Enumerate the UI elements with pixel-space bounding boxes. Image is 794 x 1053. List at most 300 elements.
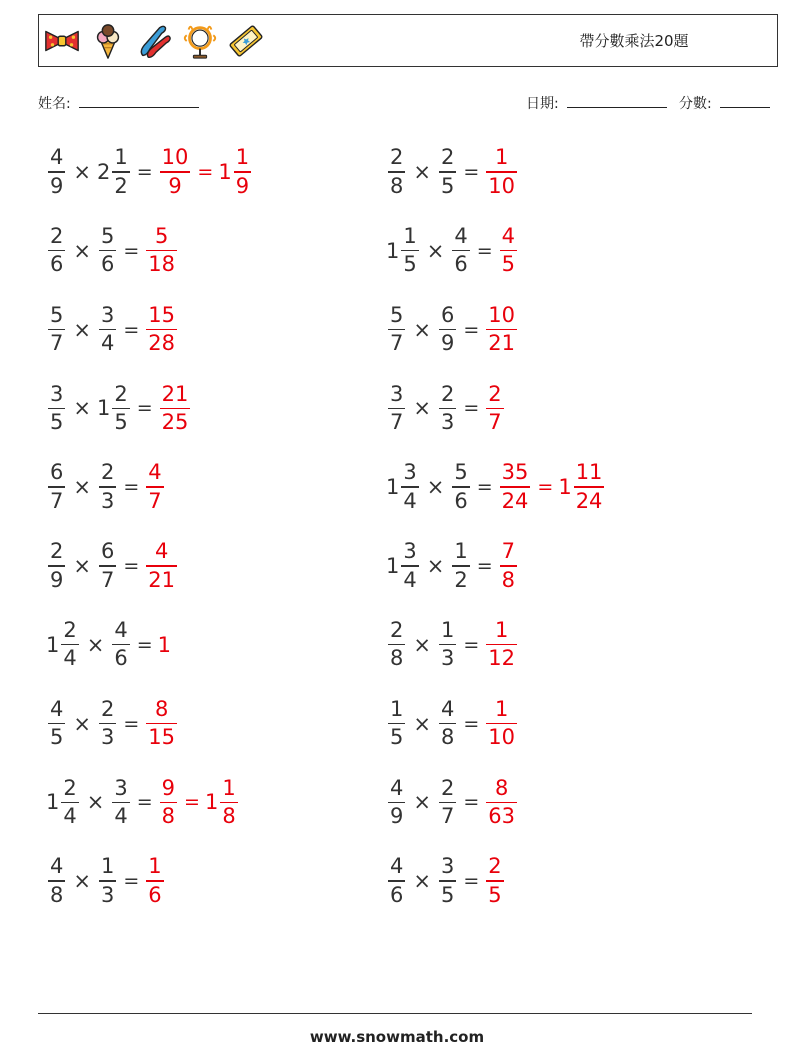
numerator: 1 (454, 539, 468, 564)
whole-number: 1 (386, 553, 400, 578)
fraction (388, 147, 405, 196)
second-factor (437, 696, 458, 750)
times-sign: × (426, 238, 445, 263)
problem-item (46, 851, 166, 911)
numerator: 2 (50, 224, 64, 249)
second-factor (450, 226, 471, 275)
fraction-bar (48, 486, 65, 487)
denominator: 3 (100, 882, 115, 907)
fraction (48, 462, 65, 511)
second-factor (437, 381, 458, 435)
fraction-bar (146, 486, 163, 487)
fraction-bar (112, 644, 129, 645)
footer-divider (38, 1013, 752, 1014)
fraction (486, 856, 503, 905)
numerator: 3 (403, 539, 417, 564)
answer (144, 856, 165, 905)
equals-sign: = (463, 397, 480, 420)
times-sign: × (73, 869, 91, 894)
fraction-bar (439, 880, 456, 881)
times-sign: × (73, 554, 91, 578)
problem-item (386, 694, 519, 754)
numerator: 5 (454, 460, 468, 485)
times-sign: × (73, 396, 91, 421)
numerator: 1 (403, 224, 417, 249)
fraction (486, 302, 517, 356)
numerator: 1 (390, 696, 404, 721)
fraction (48, 302, 65, 356)
problem-item (46, 300, 179, 360)
answer-mixed-number (204, 775, 240, 829)
fraction (99, 462, 116, 511)
fraction (48, 147, 65, 196)
equals-sign: = (123, 476, 140, 499)
fraction-bar (146, 723, 177, 724)
times-sign: × (413, 711, 431, 736)
denominator: 4 (114, 804, 128, 829)
fraction-bar (234, 171, 251, 172)
second-factor (437, 302, 458, 356)
denominator: 9 (168, 173, 182, 198)
equals-sign: = (123, 870, 140, 893)
problem-item (386, 772, 519, 832)
numerator: 2 (488, 381, 502, 406)
ice-cream-icon (89, 22, 127, 60)
fraction-bar (48, 250, 65, 251)
fraction (401, 226, 418, 275)
fraction (486, 620, 517, 669)
numerator: 2 (390, 145, 404, 170)
numerator: 4 (50, 696, 64, 721)
denominator: 5 (440, 173, 455, 198)
fraction-bar (220, 802, 237, 803)
numerator: 8 (154, 696, 169, 721)
denominator: 8 (161, 804, 176, 829)
fraction-bar (160, 802, 177, 803)
fraction-bar (439, 329, 456, 330)
answer-fraction (484, 696, 519, 750)
numerator: 4 (50, 854, 64, 879)
fraction (48, 696, 65, 750)
fraction-bar (160, 171, 191, 172)
fraction (99, 856, 116, 905)
numerator: 8 (494, 775, 509, 800)
denominator: 7 (50, 488, 64, 513)
answer (144, 541, 179, 590)
score-field[interactable] (679, 93, 770, 113)
first-factor (46, 696, 67, 750)
answer (158, 775, 240, 829)
equals-sign: = (463, 161, 480, 183)
fraction-bar (388, 171, 405, 172)
circus-fire-hoop-icon (181, 22, 219, 60)
fraction-bar (99, 565, 116, 566)
date-blank-line[interactable] (567, 93, 667, 108)
fraction (160, 775, 177, 829)
footer-url: www.snowmath.com (309, 1028, 485, 1046)
times-sign: × (86, 790, 105, 815)
denominator: 9 (50, 173, 64, 198)
denominator: 5 (403, 252, 417, 277)
numerator: 11 (575, 460, 603, 485)
fraction (99, 696, 116, 750)
fraction-bar (439, 802, 456, 803)
numerator: 1 (494, 696, 509, 721)
denominator: 4 (63, 646, 77, 671)
numerator: 4 (114, 618, 128, 643)
numerator: 1 (114, 145, 128, 170)
denominator: 10 (488, 725, 516, 750)
answer-equals-sign: = (537, 476, 554, 499)
denominator: 28 (148, 331, 176, 356)
second-factor (97, 541, 118, 590)
times-sign: × (413, 160, 431, 184)
numerator: 3 (390, 381, 404, 406)
fraction (486, 381, 503, 435)
numerator: 4 (390, 854, 404, 879)
fraction-bar (500, 250, 517, 251)
denominator: 8 (50, 882, 64, 907)
second-factor (96, 381, 132, 435)
fraction (112, 620, 129, 669)
answer (484, 381, 505, 435)
fraction-bar (99, 486, 116, 487)
numerator: 4 (501, 224, 516, 249)
first-factor (386, 147, 407, 196)
fraction (388, 302, 405, 356)
denominator: 6 (454, 252, 468, 277)
whole-number: 1 (46, 632, 60, 657)
name-blank-line[interactable] (79, 93, 199, 108)
numerator: 4 (454, 224, 468, 249)
denominator: 6 (50, 252, 64, 277)
numerator: 2 (488, 854, 502, 879)
first-factor (46, 462, 67, 511)
fraction (146, 462, 163, 511)
fraction (452, 541, 469, 590)
answer-fraction (484, 147, 519, 196)
answer-fraction (144, 541, 179, 590)
fraction (388, 696, 405, 750)
problem-item (386, 851, 506, 911)
numerator: 7 (501, 539, 516, 564)
fraction-bar (48, 565, 65, 566)
denominator: 5 (50, 725, 64, 750)
times-sign: × (86, 632, 105, 657)
denominator: 8 (501, 567, 516, 592)
fraction-bar (486, 644, 517, 645)
name-field[interactable] (38, 93, 199, 113)
numerator: 1 (100, 854, 115, 879)
answer-mixed-number (218, 147, 253, 196)
fraction-bar (48, 723, 65, 724)
fraction (439, 856, 456, 905)
fraction-bar (388, 880, 405, 881)
answer (484, 856, 505, 905)
numerator: 2 (390, 618, 404, 643)
fraction-bar (486, 408, 503, 409)
equals-sign: = (476, 476, 493, 499)
equals-sign: = (123, 239, 140, 262)
whole-number: 1 (386, 475, 400, 500)
fraction (500, 226, 517, 275)
equals-sign: = (463, 318, 480, 341)
denominator: 8 (222, 804, 236, 829)
problem-item (386, 300, 519, 360)
score-blank-line[interactable] (720, 93, 770, 108)
numerator: 35 (501, 460, 529, 485)
denominator: 7 (390, 410, 404, 435)
times-sign: × (73, 475, 91, 500)
answer-fraction (158, 775, 179, 829)
fraction (99, 541, 116, 590)
second-factor (437, 147, 458, 196)
problem-item (386, 536, 519, 596)
fraction-bar (388, 723, 405, 724)
fraction-bar (486, 329, 517, 330)
denominator: 5 (390, 725, 404, 750)
answer-fraction (484, 302, 519, 356)
first-factor (386, 775, 407, 829)
fraction (439, 696, 456, 750)
denominator: 6 (114, 646, 128, 671)
fraction (234, 147, 251, 196)
first-factor (46, 775, 81, 829)
times-sign: × (73, 317, 91, 342)
numerator: 10 (488, 302, 516, 327)
numerator: 2 (440, 775, 455, 800)
denominator: 3 (100, 488, 115, 513)
answer-equals-sign: = (197, 160, 214, 183)
answer-mixed-number (558, 462, 606, 511)
fraction-bar (439, 644, 456, 645)
fraction-bar (452, 486, 469, 487)
denominator: 4 (63, 804, 77, 829)
second-factor (437, 775, 458, 829)
denominator: 6 (148, 882, 162, 907)
fraction-bar (500, 565, 517, 566)
denominator: 7 (148, 488, 162, 513)
fraction-bar (439, 408, 456, 409)
denominator: 8 (440, 725, 455, 750)
numerator: 5 (100, 224, 115, 249)
first-factor (386, 226, 421, 275)
whole-number: 1 (218, 159, 232, 184)
numerator: 2 (100, 696, 115, 721)
first-factor (46, 541, 67, 590)
answer (144, 302, 179, 356)
fraction-bar (401, 565, 418, 566)
fraction-bar (48, 171, 65, 172)
fraction (388, 620, 405, 669)
equals-sign: = (476, 239, 493, 262)
numerator: 9 (161, 775, 176, 800)
fraction-bar (486, 880, 503, 881)
equals-sign: = (123, 712, 140, 735)
equals-sign: = (463, 633, 480, 656)
first-factor (386, 381, 407, 435)
answer-fraction (144, 696, 179, 750)
second-factor (450, 462, 471, 511)
denominator: 24 (575, 488, 603, 513)
fraction-bar (48, 408, 65, 409)
fraction (439, 147, 456, 196)
answer-fraction (498, 462, 533, 511)
denominator: 3 (440, 410, 455, 435)
fraction (61, 775, 78, 829)
fraction (99, 226, 116, 275)
fraction (388, 775, 405, 829)
numerator: 2 (63, 775, 77, 800)
fraction (146, 226, 177, 275)
numerator: 1 (148, 854, 162, 879)
fraction-bar (112, 802, 129, 803)
whole-number: 1 (204, 790, 219, 815)
worksheet-title: 帶分數乘法20題 (579, 32, 689, 50)
times-sign: × (413, 396, 431, 421)
denominator: 18 (148, 252, 176, 277)
fraction-bar (99, 250, 116, 251)
numerator: 6 (440, 302, 455, 327)
denominator: 9 (440, 331, 455, 356)
fraction-bar (112, 171, 129, 172)
fraction-bar (486, 171, 517, 172)
fraction-bar (146, 250, 177, 251)
numerator: 2 (440, 381, 455, 406)
equals-sign: = (476, 555, 493, 577)
fraction (48, 226, 65, 275)
answer (498, 226, 519, 275)
denominator: 63 (488, 804, 516, 829)
first-factor (386, 302, 407, 356)
denominator: 21 (148, 567, 176, 592)
fraction-bar (452, 565, 469, 566)
first-factor (386, 856, 407, 905)
fraction-bar (61, 802, 78, 803)
numerator: 3 (403, 460, 417, 485)
numerator: 21 (161, 381, 189, 406)
answer (158, 147, 253, 196)
fraction-bar (486, 723, 517, 724)
denominator: 5 (440, 882, 455, 907)
times-sign: × (426, 475, 445, 500)
problem-item (46, 536, 179, 596)
answer-fraction (498, 541, 519, 590)
denominator: 21 (488, 331, 516, 356)
fraction (48, 856, 65, 905)
fraction (146, 696, 177, 750)
denominator: 25 (161, 410, 189, 435)
fraction (146, 856, 163, 905)
fraction (452, 226, 469, 275)
numerator: 15 (148, 302, 176, 327)
answer (498, 462, 607, 511)
numerator: 4 (50, 145, 64, 170)
equals-sign: = (123, 318, 140, 341)
answer-fraction (498, 226, 519, 275)
fraction-bar (388, 644, 405, 645)
second-factor (97, 226, 118, 275)
answer-fraction (484, 856, 505, 905)
fraction-bar (146, 880, 163, 881)
second-factor (110, 620, 131, 669)
answer (484, 147, 519, 196)
answer (498, 541, 519, 590)
fraction-bar (48, 880, 65, 881)
fraction-bar (146, 329, 177, 330)
denominator: 8 (390, 173, 404, 198)
fraction (220, 775, 237, 829)
name-label: 姓名: (38, 96, 71, 112)
fraction (61, 620, 78, 669)
denominator: 2 (454, 567, 468, 592)
fraction (439, 620, 456, 669)
answer-fraction (484, 381, 505, 435)
second-factor (437, 620, 458, 669)
whole-number: 1 (558, 475, 572, 500)
answer-fraction (484, 620, 519, 669)
answer-fraction (158, 147, 193, 196)
denominator: 10 (488, 173, 516, 198)
second-factor (97, 856, 118, 905)
first-factor (46, 147, 67, 196)
bow-tie-icon (43, 22, 81, 60)
fraction-bar (439, 171, 456, 172)
denominator: 8 (390, 646, 404, 671)
answer (144, 462, 165, 511)
equals-sign: = (136, 633, 153, 656)
answer-fraction (144, 226, 179, 275)
answer-fraction (144, 856, 165, 905)
fraction (112, 381, 129, 435)
fraction (388, 856, 405, 905)
second-factor (97, 696, 118, 750)
fraction (486, 147, 517, 196)
fraction (99, 302, 116, 356)
first-factor (386, 541, 421, 590)
numerator: 5 (50, 302, 64, 327)
denominator: 24 (501, 488, 529, 513)
numerator: 2 (50, 539, 64, 564)
first-factor (46, 856, 67, 905)
numerator: 1 (440, 618, 455, 643)
denominator: 6 (454, 488, 468, 513)
answer (144, 696, 179, 750)
answer (484, 302, 519, 356)
denominator: 7 (50, 331, 64, 356)
fraction (500, 541, 517, 590)
denominator: 7 (440, 804, 455, 829)
equals-sign: = (463, 791, 480, 814)
numerator: 1 (494, 145, 509, 170)
denominator: 2 (114, 173, 128, 198)
denominator: 6 (390, 882, 404, 907)
problem-item (46, 694, 179, 754)
fraction (452, 462, 469, 511)
fraction-bar (99, 329, 116, 330)
date-field[interactable] (526, 93, 667, 113)
denominator: 4 (403, 488, 417, 513)
fraction (146, 541, 177, 590)
answer (484, 775, 519, 829)
fraction-bar (401, 486, 418, 487)
times-sign: × (73, 160, 91, 184)
fraction-bar (48, 329, 65, 330)
answer-fraction (158, 381, 193, 435)
fraction-bar (388, 802, 405, 803)
juggling-pins-icon (135, 22, 173, 60)
times-sign: × (413, 790, 431, 815)
